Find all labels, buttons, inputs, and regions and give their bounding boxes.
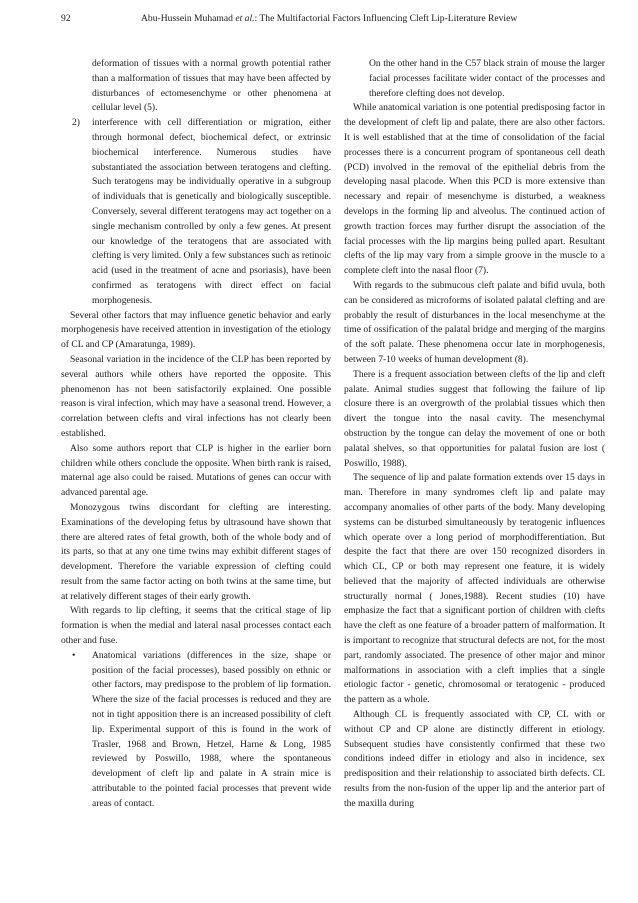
paragraph: With regards to lip clefting, it seems that the critical stage of lip formation is when the medial and lateral nasal processes contact each other and fuse.	[61, 605, 331, 647]
paragraph: Although CL is frequently associated with CP, CL with or without CP and CP alone are distinctly different in etiology. Subsequent studies have consistently confirmed that these two conditions indeed differ in etiology and also in incidence, sex predisposition and their relationship to associated birth defects. CL results from the non-fusion of the upper lip and the anterior part of the maxilla during	[344, 709, 605, 809]
bullet-text: Anatomical variations (differences in the size, shape or position of the facial processes), based possibly on ethnic or other factors, may predispose to the problem of lip formation. Where the size of the facial processes is reduced and they are not in tight apposition there is an increased possibility of cleft lip. Experimental support of this is found in the work of Trasler, 1968 and Brown, Hetzel, Harne & Long, 1985 reviewed by Poswillo, 1988, where the spontaneous development of cleft lip and palate in A strain mice is attributable to the pointed facial processes that prevent wide areas of contact.	[92, 649, 331, 809]
left-column	[61, 57, 331, 812]
bullet-continuation: On the other hand in the C57 black strain of mouse the larger facial processes facilitate wider contact of the processes and therefore clefting does not develop.	[369, 58, 605, 99]
paragraph: Several other factors that may influence genetic behavior and early morphogenesis have received attention in investigation of the etiology of CL and CP (Amaratunga, 1989).	[61, 309, 331, 351]
paragraph: While anatomical variation is one potential predisposing factor in the development of cleft lip and palate, there are also other factors. It is well established that at the time of consolidation of the facial processes there is a concurrent program of spontaneous cell death (PCD) involved in the removal of the epithelial debris from the developing nasal placode. When this PCD is more extensive than necessary and repair of mesenchyme is disturbed, a weakness develops in the forming lip and alveolus. The continued action of growth traction forces may further disrupt the association of the facial processes with the lip margins being pulled apart. Resultant clefts of the lip may vary from a simple groove in the muscle to a complete cleft into the nasal floor (7).	[344, 102, 605, 277]
running-title-etal: et al.	[235, 13, 255, 24]
list-item-text: interference with cell differentiation or migration, either through hormonal defect, biochemical defect, or extrinsic biochemical interference. Numerous studies have substantiated the association between teratogens and clefting. Such teratogens may be individually operative in a subgroup of individuals that is genetically and biologically susceptible. Conversely, several different teratogens may act together on a single mechanism controlled by only a few genes. At present our knowledge of the teratogens that are associated with clefting is very limited. Only a few substances such as retinoic acid (used in the treatment of acne and psoriasis), have been confirmed as teratogens with direct effect on facial morphogenesis.	[92, 117, 331, 306]
paragraph: There is a frequent association between clefts of the lip and cleft palate. Animal studies suggest that following the failure of lip closure there is an overgrowth of the prolabial tissues which then divert the tongue into the nasal cavity. The mesenchymal obstruction by the tongue can delay the movement of one or both palatal shelves, so that opportunities for palatal fusion are lost ( Poswillo, 1988).	[344, 368, 605, 469]
page-number: 92	[61, 13, 71, 24]
paragraph: With regards to the submucous cleft palate and bifid uvula, both can be considered as microforms of isolated palatal clefting and are probably the result of disturbances in the local mesenchyme at the time of ossification of the palatal bridge and merging of the margins of the soft palate. These phenomena occur late in morphogenesis, between 7-10 weeks of human development (8).	[344, 279, 605, 365]
paragraph: Monozygous twins discordant for clefting are interesting. Examinations of the developing fetus by ultrasound have shown that there are altered rates of fetal growth, both of the whole body and of its parts, so that at any one time twins may exhibit different stages of development. Therefore the variable expression of clefting could result from the same factor acting on both twins at the same time, but at relatively different stages of their early growth.	[61, 501, 331, 602]
bullet-item	[61, 649, 331, 812]
paragraph: Also some authors report that CLP is higher in the earlier born children while others conclude the opposite. When birth rank is raised, maternal age also could be raised. Mutations of genes can occur with advanced parental age.	[61, 442, 331, 499]
running-title-text: : The Multifactorial Factors Influencing Cleft Lip-Literature Review	[254, 13, 518, 24]
bullet-marker: •	[72, 649, 76, 661]
running-title	[141, 12, 517, 26]
paragraph: The sequence of lip and palate formation extends over 15 days in man. Therefore in many syndromes cleft lip and palate may accompany anomalies of other parts of the body. Many developing systems can be disturbed simultaneously by teratogenic influences which operate over a long period of morphodifferentiation. But despite the fact that there are over 150 recognized disorders in which CL, CP or both may represent one feature, it is widely believed that the majority of affected individuals are otherwise structurally normal ( Jones,1988). Recent studies (10) have emphasize the fact that a significant portion of children with clefts have the cleft as one feature of a broader pattern of malformation. It is important to recognize that structural defects are not, for the most part, randomly associated. The presence of other major and minor malformations in association with a cleft implies that a single etiologic factor - genetic, chromosomal or teratogenic - produced the pattern as a whole.	[344, 472, 605, 706]
running-title-authors: Abu-Hussein Muhamad	[141, 13, 236, 24]
page-header	[61, 12, 602, 26]
right-column	[344, 57, 605, 812]
list-item-2	[61, 116, 331, 308]
paragraph: Seasonal variation in the incidence of the CLP has been reported by several authors while others have reported the opposite. This phenomenon has not been satisfactorily explained. One possible reason is viral infection, which may have a seasonal trend. However, a correlation between clefts and viral infections has not clearly been established.	[61, 353, 331, 439]
list-marker: 2)	[72, 117, 80, 129]
list-item-1-continuation: deformation of tissues with a normal growth potential rather than a malformation of tissues that may have been affected by disturbances of ectomesenchyme or other phenomena at cellular level (5).	[92, 58, 331, 114]
